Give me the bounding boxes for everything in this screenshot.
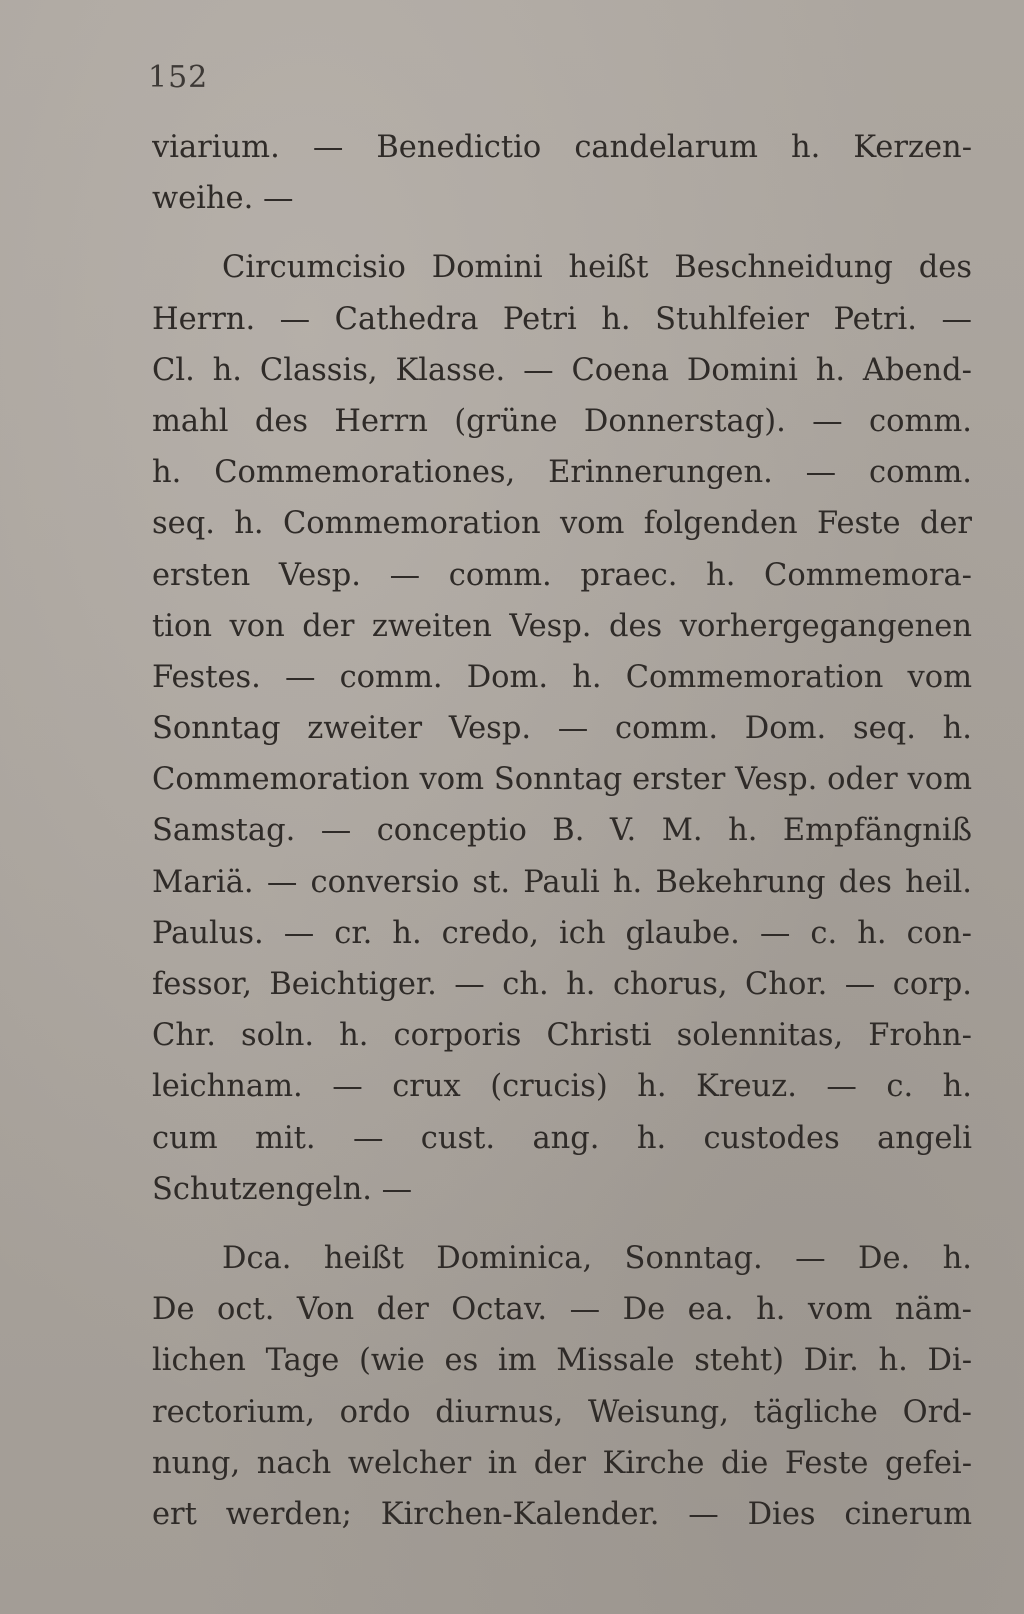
text-line: cum mit. — cust. ang. h. custodes angeli xyxy=(152,1120,972,1156)
text-block xyxy=(152,122,972,1540)
text-line: ersten Vesp. — comm. praec. h. Commemora- xyxy=(152,557,972,593)
text-line: Paulus. — cr. h. credo, ich glaube. — c. h. con- xyxy=(152,915,972,951)
text-line: viarium. — Benedictio candelarum h. Kerzen- xyxy=(152,130,972,165)
page-number: 152 xyxy=(148,60,209,95)
paragraph xyxy=(152,1233,972,1540)
text-line: Samstag. — conceptio B. V. M. h. Empfängniß xyxy=(152,813,972,849)
text-line: h. Commemorationes, Erinnerungen. — comm. xyxy=(152,455,972,491)
text-line: ert werden; Kirchen-Kalender. — Dies cinerum xyxy=(152,1496,972,1532)
text-line: tion von der zweiten Vesp. des vorhergegangenen xyxy=(152,608,972,644)
text-line: rectorium, ordo diurnus, Weisung, tägliche Ord- xyxy=(152,1394,972,1430)
text-line: Herrn. — Cathedra Petri h. Stuhlfeier Petri. — xyxy=(152,301,972,337)
text-line: Circumcisio Domini heißt Beschneidung des xyxy=(222,250,972,286)
text-line: Festes. — comm. Dom. h. Commemoration vom xyxy=(152,659,972,695)
text-line: Commemoration vom Sonntag erster Vesp. oder vom xyxy=(152,762,972,798)
text-line: seq. h. Commemoration vom folgenden Feste der xyxy=(152,506,972,542)
text-line: fessor, Beichtiger. — ch. h. chorus, Chor. — corp. xyxy=(152,967,972,1003)
text-line: Mariä. — conversio st. Pauli h. Bekehrung des heil. xyxy=(152,864,972,900)
paragraph xyxy=(152,122,972,224)
text-line: Schutzengeln. — xyxy=(152,1171,413,1207)
text-line: leichnam. — crux (crucis) h. Kreuz. — c. h. xyxy=(152,1069,972,1105)
text-line: Sonntag zweiter Vesp. — comm. Dom. seq. h. xyxy=(152,711,972,747)
text-line: Dca. heißt Dominica, Sonntag. — De. h. xyxy=(222,1240,972,1276)
paragraph xyxy=(152,242,972,1215)
text-line: De oct. Von der Octav. — De ea. h. vom näm- xyxy=(152,1292,972,1328)
text-line: mahl des Herrn (grüne Donnerstag). — comm. xyxy=(152,403,972,439)
text-line: Chr. soln. h. corporis Christi solennitas, Frohn- xyxy=(152,1018,972,1054)
text-line: weihe. — xyxy=(152,181,294,217)
text-line: lichen Tage (wie es im Missale steht) Dir. h. Di- xyxy=(152,1343,972,1379)
text-line: nung, nach welcher in der Kirche die Feste gefei- xyxy=(152,1445,972,1481)
text-line: Cl. h. Classis, Klasse. — Coena Domini h. Abend- xyxy=(152,352,972,388)
